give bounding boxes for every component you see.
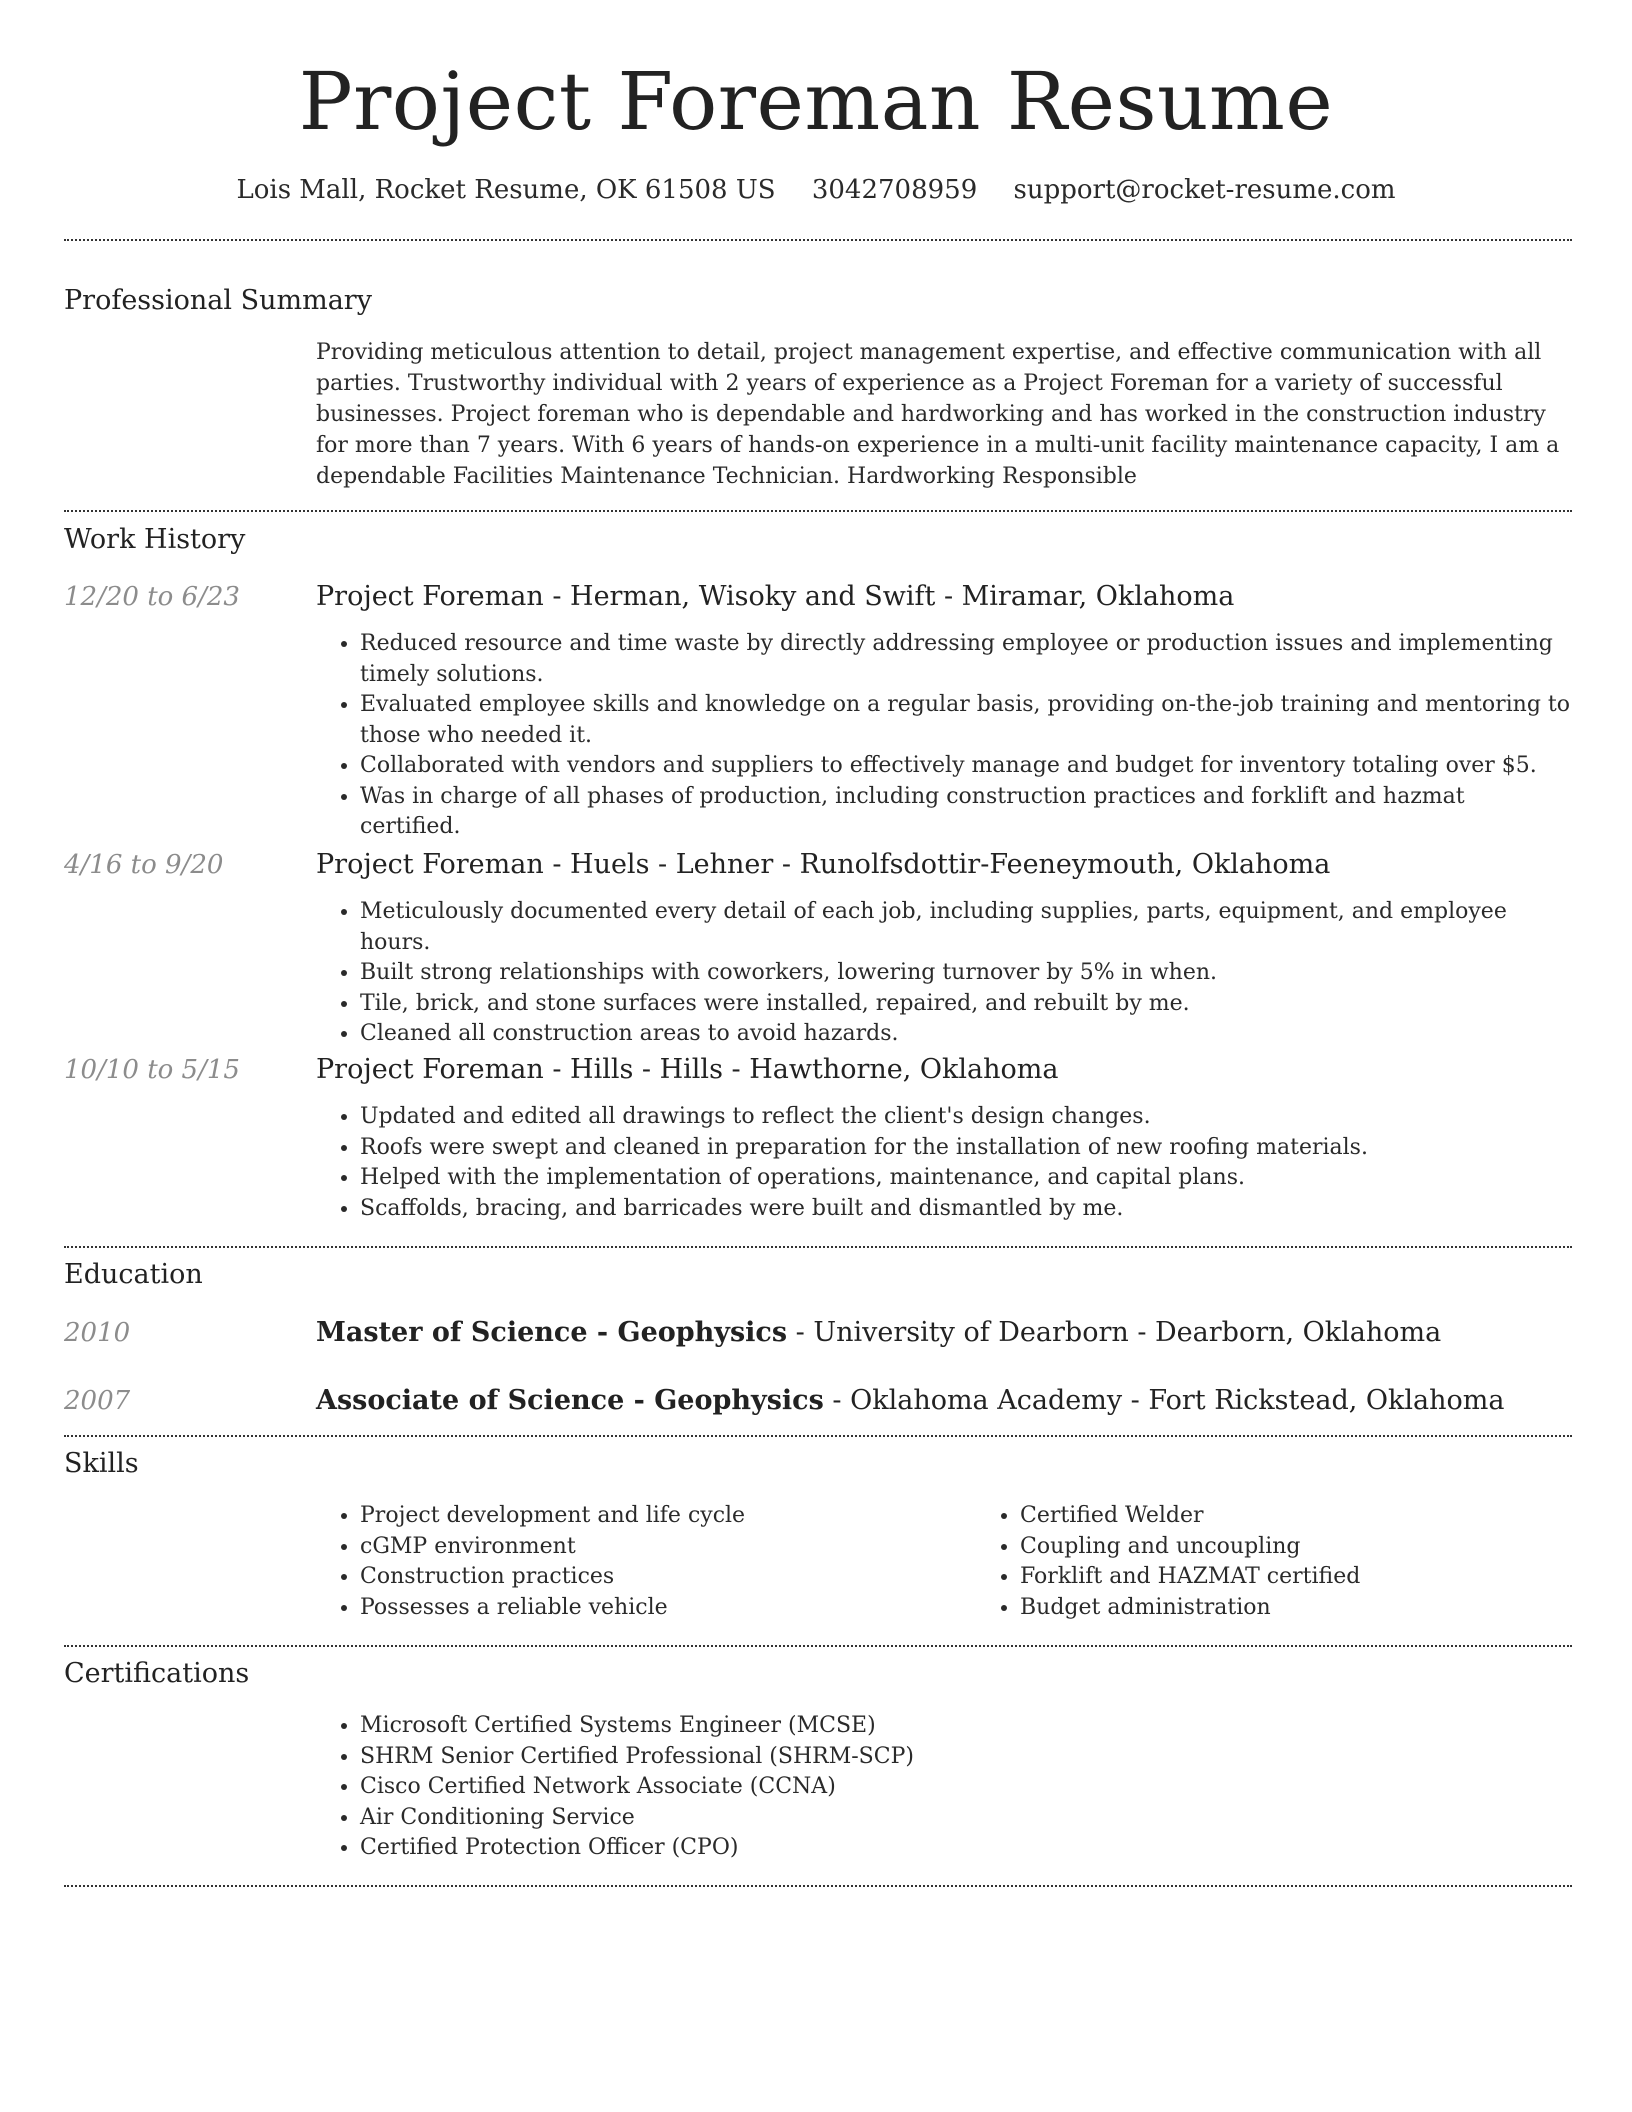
list-item: • Was in charge of all phases of production, including construction practices and forklift and hazmat certified. bbox=[360, 782, 1572, 843]
job-entry bbox=[64, 845, 1572, 1050]
education-degree: Associate of Science - Geophysics bbox=[316, 1385, 824, 1416]
job-role: Project Foreman bbox=[316, 581, 544, 612]
list-item: • Helped with the implementation of operations, maintenance, and capital plans. bbox=[360, 1163, 1572, 1194]
list-item: • Evaluated employee skills and knowledge on a regular basis, providing on-the-job training and mentoring to those who needed it. bbox=[360, 690, 1572, 751]
job-role: Project Foreman bbox=[316, 1054, 544, 1085]
divider bbox=[64, 510, 1572, 512]
list-item: • Certified Welder bbox=[1020, 1501, 1632, 1532]
job-dates: 10/10 to 5/15 bbox=[64, 1055, 240, 1085]
list-item: • Cisco Certified Network Associate (CCNA) bbox=[360, 1772, 1572, 1803]
summary-section bbox=[64, 281, 1572, 492]
list-item: • Roofs were swept and cleaned in preparation for the installation of new roofing materials. bbox=[360, 1133, 1572, 1164]
list-item: • Possesses a reliable vehicle bbox=[360, 1593, 976, 1624]
job-bullets bbox=[316, 1102, 1572, 1224]
list-item: • Updated and edited all drawings to reflect the client's design changes. bbox=[360, 1102, 1572, 1133]
job-title bbox=[316, 845, 1572, 885]
education-details: - Oklahoma Academy - Fort Rickstead, Oklahoma bbox=[823, 1385, 1505, 1416]
job-dates: 4/16 to 9/20 bbox=[64, 850, 224, 880]
education-entry bbox=[64, 1313, 1572, 1353]
divider bbox=[64, 1435, 1572, 1437]
list-item: • Meticulously documented every detail of each job, including supplies, parts, equipment, and employee hours. bbox=[360, 897, 1572, 958]
education-details: - University of Dearborn - Dearborn, Oklahoma bbox=[787, 1317, 1442, 1348]
skills-section bbox=[64, 1444, 1572, 1484]
education-year: 2007 bbox=[64, 1386, 131, 1416]
skills-list bbox=[64, 1501, 1572, 1623]
job-details: - Herman, Wisoky and Swift - Miramar, Oklahoma bbox=[543, 581, 1235, 612]
divider bbox=[64, 1246, 1572, 1248]
job-role: Project Foreman bbox=[316, 849, 544, 880]
certifications-section bbox=[64, 1654, 1572, 1694]
list-item: • Coupling and uncoupling bbox=[1020, 1532, 1632, 1563]
divider bbox=[64, 239, 1572, 241]
list-item: • Certified Protection Officer (CPO) bbox=[360, 1833, 1572, 1864]
job-bullets bbox=[316, 897, 1572, 1050]
resume-header bbox=[0, 0, 1632, 210]
job-title bbox=[316, 577, 1572, 617]
job-title bbox=[316, 1050, 1572, 1090]
job-details: - Huels - Lehner - Runolfsdottir-Feeneymouth, Oklahoma bbox=[543, 849, 1331, 880]
list-item: • Collaborated with vendors and suppliers to effectively manage and budget for inventory totaling over $5. bbox=[360, 751, 1572, 782]
education-title bbox=[316, 1313, 1572, 1353]
list-item: • Tile, brick, and stone surfaces were installed, repaired, and rebuilt by me. bbox=[360, 989, 1572, 1020]
certifications-list bbox=[64, 1711, 1572, 1864]
section-title-education: Education bbox=[64, 1259, 203, 1290]
contact-phone: 3042708959 bbox=[811, 175, 978, 205]
skills-column-2 bbox=[976, 1501, 1632, 1623]
list-item: • Forklift and HAZMAT certified bbox=[1020, 1562, 1632, 1593]
education-title bbox=[316, 1381, 1572, 1421]
skills-column-1 bbox=[316, 1501, 976, 1623]
list-item: • Scaffolds, bracing, and barricades were built and dismantled by me. bbox=[360, 1194, 1572, 1225]
education-year: 2010 bbox=[64, 1318, 131, 1348]
job-bullets bbox=[316, 629, 1572, 843]
summary-text: Providing meticulous attention to detail, project management expertise, and effective communication with all parties. Trustworthy individual with 2 years of experience as a Project Foreman for a variety of successful businesses. Project foreman who is dependable and hardworking and has worked in the construction industry for more than 7 years. With 6 years of hands-on experience in a multi-unit facility maintenance capacity, I am a dependable Facilities Maintenance Technician. Hardworking Responsible bbox=[316, 340, 1560, 489]
contact-address: Lois Mall, Rocket Resume, OK 61508 US bbox=[236, 175, 776, 205]
list-item: • SHRM Senior Certified Professional (SHRM-SCP) bbox=[360, 1742, 1572, 1773]
list-item: • cGMP environment bbox=[360, 1532, 976, 1563]
work-history-section bbox=[64, 520, 1572, 560]
divider bbox=[64, 1645, 1572, 1647]
list-item: • Microsoft Certified Systems Engineer (MCSE) bbox=[360, 1711, 1572, 1742]
resume-title: Project Foreman Resume bbox=[298, 55, 1334, 148]
job-dates: 12/20 to 6/23 bbox=[64, 582, 240, 612]
education-entry bbox=[64, 1381, 1572, 1421]
list-item: • Project development and life cycle bbox=[360, 1501, 976, 1532]
list-item: • Air Conditioning Service bbox=[360, 1803, 1572, 1834]
job-entry bbox=[64, 1050, 1572, 1224]
job-entry bbox=[64, 577, 1572, 843]
contact-line bbox=[0, 170, 1632, 210]
section-title-summary: Professional Summary bbox=[64, 285, 372, 316]
divider bbox=[64, 1885, 1572, 1887]
list-item: • Budget administration bbox=[1020, 1593, 1632, 1624]
contact-email: support@rocket-resume.com bbox=[1013, 175, 1396, 205]
list-item: • Reduced resource and time waste by directly addressing employee or production issues and implementing timely solutions. bbox=[360, 629, 1572, 690]
section-title-work-history: Work History bbox=[64, 524, 246, 555]
education-section bbox=[64, 1255, 1572, 1295]
list-item: • Built strong relationships with coworkers, lowering turnover by 5% in when. bbox=[360, 958, 1572, 989]
list-item: • Construction practices bbox=[360, 1562, 976, 1593]
list-item: • Cleaned all construction areas to avoid hazards. bbox=[360, 1019, 1572, 1050]
section-title-skills: Skills bbox=[64, 1448, 139, 1479]
section-title-certifications: Certifications bbox=[64, 1658, 250, 1689]
education-degree: Master of Science - Geophysics bbox=[316, 1317, 788, 1348]
job-details: - Hills - Hills - Hawthorne, Oklahoma bbox=[543, 1054, 1059, 1085]
certifications-bullets bbox=[316, 1711, 1572, 1864]
